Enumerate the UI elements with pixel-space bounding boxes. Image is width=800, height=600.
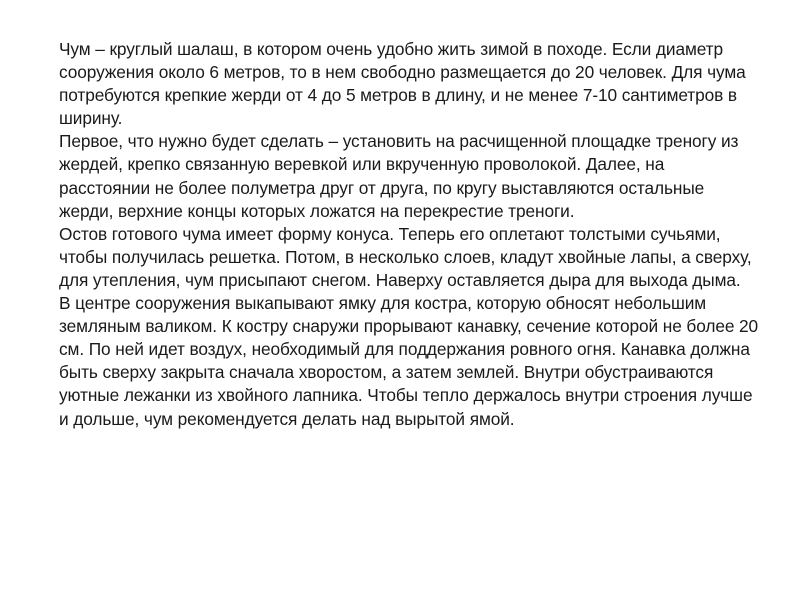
paragraph-tripod-setup: Первое, что нужно будет сделать – установить на расчищенной площадке треногу из жердей, крепко связанную веревкой или вкрученную проволокой. Далее, на расстоянии не более полуметра друг от друга, по кругу выставляются остальные жерди, верхние концы которых ложатся на перекрестие треноги. (59, 131, 739, 221)
paragraph-chum-intro: Чум – круглый шалаш, в котором очень удобно жить зимой в походе. Если диаметр сооружения около 6 метров, то в нем свободно размещается до 20 человек. Для чума потребуются крепкие жерди от 4 до 5 метров в длину, и не менее 7-10 сантиметров в ширину. (59, 39, 746, 129)
paragraph-fire-pit: В центре сооружения выкапывают ямку для костра, которую обносят небольшим земляным валиком. К костру снаружи прорывают канавку, сечение которой не более 20 см. По ней идет воздух, необходимый для поддержания ровного огня. Канавка должна быть сверху закрыта сначала хворостом, а затем землей. Внутри обустраиваются уютные лежанки из хвойного лапника. Чтобы тепло держалось внутри строения лучше и дольше, чум рекомендуется делать над вырытой ямой. (59, 293, 759, 429)
paragraph-cone-frame: Остов готового чума имеет форму конуса. Теперь его оплетают толстыми сучьями, чтобы получилась решетка. Потом, в несколько слоев, кладут хвойные лапы, а сверху, для утепления, чум присыпают снегом. Наверху оставляется дыра для выхода дыма. (59, 223, 752, 290)
text-block (59, 38, 759, 431)
